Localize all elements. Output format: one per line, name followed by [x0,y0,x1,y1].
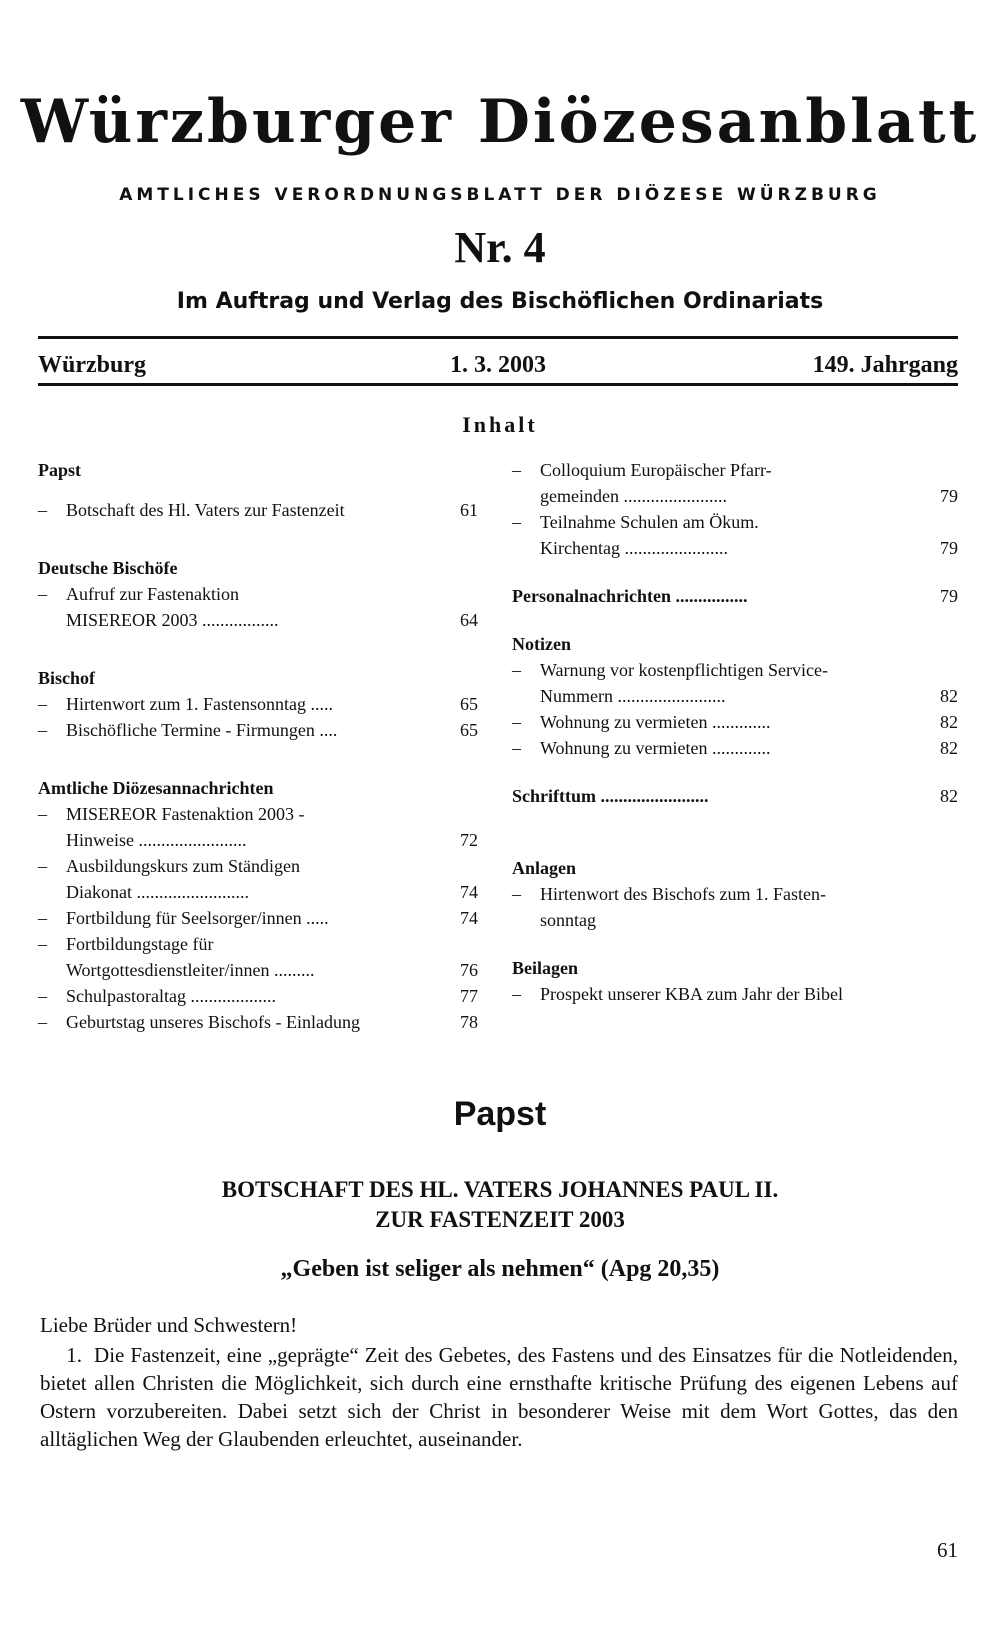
toc-entry[interactable]: – Teilnahme Schulen am Ökum. Kirchentag ....................... 79 [512,512,958,558]
toc-entry[interactable]: – Botschaft des Hl. Vaters zur Fastenzeit 61 [38,500,478,520]
page-number: 61 [937,1538,958,1562]
masthead-title: Würzburger Diözesanblatt [20,87,980,157]
bottom-rule [38,383,958,386]
section-heading-anlagen[interactable]: Anlagen [512,858,577,878]
contents-title: Inhalt [462,412,538,437]
body-paragraph [40,1341,958,1453]
toc-entry[interactable]: – Warnung vor kostenpflichtigen Service- Nummern ........................ 82 [512,660,958,706]
section-heading-amtliche-dioezesannachrichten[interactable]: Amtliche Diözesannachrichten [38,778,274,798]
paragraph-text: Die Fastenzeit, eine „geprägte“ Zeit des Gebetes, des Fastens und des Einsatzes für die Notleidenden, bietet allen Christen die Möglichkeit, sich durch eine ernsthafte kritische Prüfung des eigenen Lebens auf Ostern vorzubereiten. Dabei setzt sich der Christ in besonderer Weise mit dem Wort Gottes, das den alltäglichen Weg der Glaubenden erleuchtet, auseinander. [40,1343,959,1451]
section-heading-notizen[interactable]: Notizen [512,634,571,654]
dateline-place: Würzburg [38,352,146,378]
section-heading-deutsche-bischoefe[interactable]: Deutsche Bischöfe [38,558,178,578]
toc-entry[interactable]: – Colloquium Europäischer Pfarr- gemeinden ....................... 79 [512,460,958,506]
section-heading-papst[interactable]: Papst [38,460,82,480]
section-heading-bischof[interactable]: Bischof [38,668,96,688]
toc-entry[interactable]: – Geburtstag unseres Bischofs - Einladung 78 [38,1012,478,1032]
toc-entry[interactable]: – Hirtenwort des Bischofs zum 1. Fasten- sonntag [512,884,826,930]
masthead-subtitle: AMTLICHES VERORDNUNGSBLATT DER DIÖZESE WÜRZBURG [119,185,881,205]
dateline-volume: 149. Jahrgang [812,352,958,378]
publisher-line: Im Auftrag und Verlag des Bischöflichen Ordinariats [176,289,824,314]
toc-entry[interactable]: – Prospekt unserer KBA zum Jahr der Bibel [512,984,843,1004]
section-heading-personalnachrichten[interactable]: Personalnachrichten ................ 79 [512,586,958,606]
section-title: Papst [453,1095,547,1133]
article-motto: „Geben ist seliger als nehmen“ (Apg 20,35) [280,1256,720,1282]
toc-entry[interactable]: – Schulpastoraltag ................... 77 [38,986,478,1006]
dateline-date: 1. 3. 2003 [450,352,546,378]
article-title: BOTSCHAFT DES HL. VATERS JOHANNES PAUL II. ZUR FASTENZEIT 2003 [221,1177,779,1232]
section-heading-schrifttum[interactable]: Schrifttum ........................ 82 [512,786,958,806]
top-rule [38,336,958,339]
section-heading-beilagen[interactable]: Beilagen [512,958,578,978]
toc-entry[interactable]: – Fortbildungstage für Wortgottesdienstleiter/innen ......... 76 [38,934,478,980]
toc-entry[interactable]: – Wohnung zu vermieten ............. 82 [512,712,958,732]
toc-entry[interactable]: – Aufruf zur Fastenaktion MISEREOR 2003 ................. 64 [38,584,478,630]
paragraph-number: 1. [66,1343,82,1367]
toc-entry[interactable]: – Wohnung zu vermieten ............. 82 [512,738,958,758]
toc-entry[interactable]: – Ausbildungskurs zum Ständigen Diakonat ......................... 74 [38,856,478,902]
toc-entry[interactable]: – MISEREOR Fastenaktion 2003 - Hinweise ........................ 72 [38,804,478,850]
issue-number: Nr. 4 [454,223,546,272]
dateline [38,352,958,382]
contents-left-column [38,457,478,1035]
salutation: Liebe Brüder und Schwestern! [40,1313,298,1337]
toc-entry[interactable]: – Fortbildung für Seelsorger/innen ..... 74 [38,908,478,928]
toc-entry[interactable]: – Hirtenwort zum 1. Fastensonntag ..... 65 [38,694,478,714]
contents-right-column [512,457,958,1007]
toc-entry[interactable]: – Bischöfliche Termine - Firmungen .... 65 [38,720,478,740]
